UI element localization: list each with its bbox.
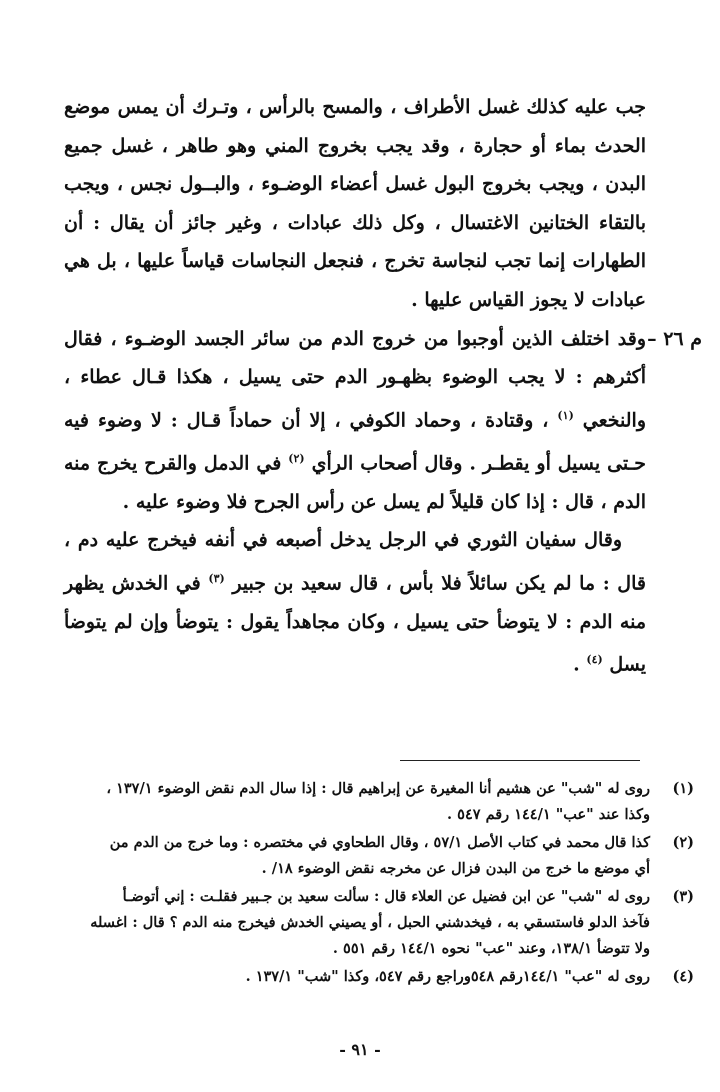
footnote-ref-3[interactable]: (٣) — [208, 571, 225, 585]
paragraph-1: جب عليه كذلك غسل الأطراف ، والمسح بالرأس ، وتـرك أن يمس موضع الحدث بماء أو حجارة ، وقد يجب بخروج المني وهو طاهر ، غسل جميع البدن ، ويجب بخروج البول غسل أعضاء الوضـوء ، والبــول نجس ، ويجب بالتقاء الختانين الاغتسال ، وكل ذلك عبادات ، وغير جائز أن يقال : أن الطهارات إنما تجب لنجاسة تخرج ، فنجعل النجاسات قياساً عليها ، بل هي عبادات لا يجوز القياس عليها . — [64, 96, 646, 311]
main-text — [64, 88, 702, 684]
paragraph-2-text-b: ، وقتادة ، وحماد الكوفي ، إلا أن حماداً قـال : لا وضوء فيه حـتى يسيل أو يقطـر . وقال أصحاب الرأي — [64, 409, 646, 474]
page-number: - ٩١ - — [339, 1040, 381, 1059]
footnote-number: (١) — [672, 780, 694, 797]
section-marker: م ٢٦ – — [647, 327, 702, 350]
paragraph-2 — [64, 320, 702, 522]
footnote-text — [76, 830, 650, 882]
paragraph-3 — [64, 521, 646, 684]
footnote-line: روى له "عب" ١٤٤/١رقم ٥٤٨وراجع رقم ٥٤٧، وكذا "شب" ١٣٧/١ . — [245, 968, 650, 985]
footnote-separator — [400, 760, 640, 761]
footnote-line: فآخذ الدلو فاستسقي به ، فيخدشني الحبل ، أو يصيني الخدش فيخرج منه الدم ؟ قال : اغسله — [90, 914, 650, 931]
footnote-ref-2[interactable]: (٢) — [288, 451, 305, 465]
paragraph-2-text-a: وقد اختلف الذين أوجبوا من خروج الدم من سائر الجسد الوضـوء ، فقال أكثرهم : لا يجب الوضوء بظهـور الدم حتى يسيل ، هكذا قـال عطاء ، والنخعي — [64, 327, 647, 432]
footnote-line: ولا تتوضأ ١٣٨/١، وعند "عب" نحوه ١٤٤/١ رقم ٥٥١ . — [332, 940, 650, 957]
footnote-text — [76, 884, 650, 962]
footnote-2 — [76, 830, 694, 882]
paragraph-3-text-a: وقال سفيان الثوري في الرجل يدخل أصبعه في أنفه فيخرج عليه دم ، قال : ما لم يكن سائلاً فلا بأس ، قال سعيد بن جبير — [64, 529, 646, 595]
footnotes — [76, 776, 694, 992]
paragraph-3-text-c: . — [573, 653, 580, 676]
footnote-4 — [76, 964, 694, 990]
footnote-line: روى له "شب" عن هشيم أنا المغيرة عن إبراهيم قال : إذا سال الدم نقض الوضوء ١٣٧/١ ، — [106, 780, 650, 797]
footnote-line: أي موضع ما خرج من البدن فزال عن مخرجه نقض الوضوء ١٨/ . — [261, 860, 650, 877]
footnote-number: (٣) — [672, 888, 694, 905]
footnote-line: روى له "شب" عن ابن فضيل عن العلاء قال : سألت سعيد بن جـبير فقلـت : إني أتوضـأ — [122, 888, 650, 905]
footnote-text — [76, 776, 650, 828]
footnote-text — [76, 964, 650, 990]
footnote-1 — [76, 776, 694, 828]
paragraph-3-text-b: في الخدش يظهر منه الدم : لا يتوضأ حتى يسيل ، وكان مجاهداً يقول : يتوضأ وإن لم يتوضأ يسل — [64, 572, 646, 676]
footnote-number: (٤) — [672, 968, 694, 985]
footnote-line: كذا قال محمد في كتاب الأصل ٥٧/١ ، وقال الطحاوي في مختصره : وما خرج من الدم من — [109, 834, 650, 851]
footnote-number: (٢) — [672, 834, 694, 851]
paragraph-2-text-c: في الدمل والقرح يخرج منه الدم ، قال : إذا كان قليلاً لم يسل عن رأس الجرح فلا وضوء عليه . — [64, 452, 646, 513]
footnote-ref-4[interactable]: (٤) — [586, 653, 603, 667]
footnote-3 — [76, 884, 694, 962]
footnote-line: وكذا عند "عب" ١٤٤/١ رقم ٥٤٧ . — [447, 806, 650, 823]
footnote-ref-1[interactable]: (١) — [557, 408, 574, 422]
